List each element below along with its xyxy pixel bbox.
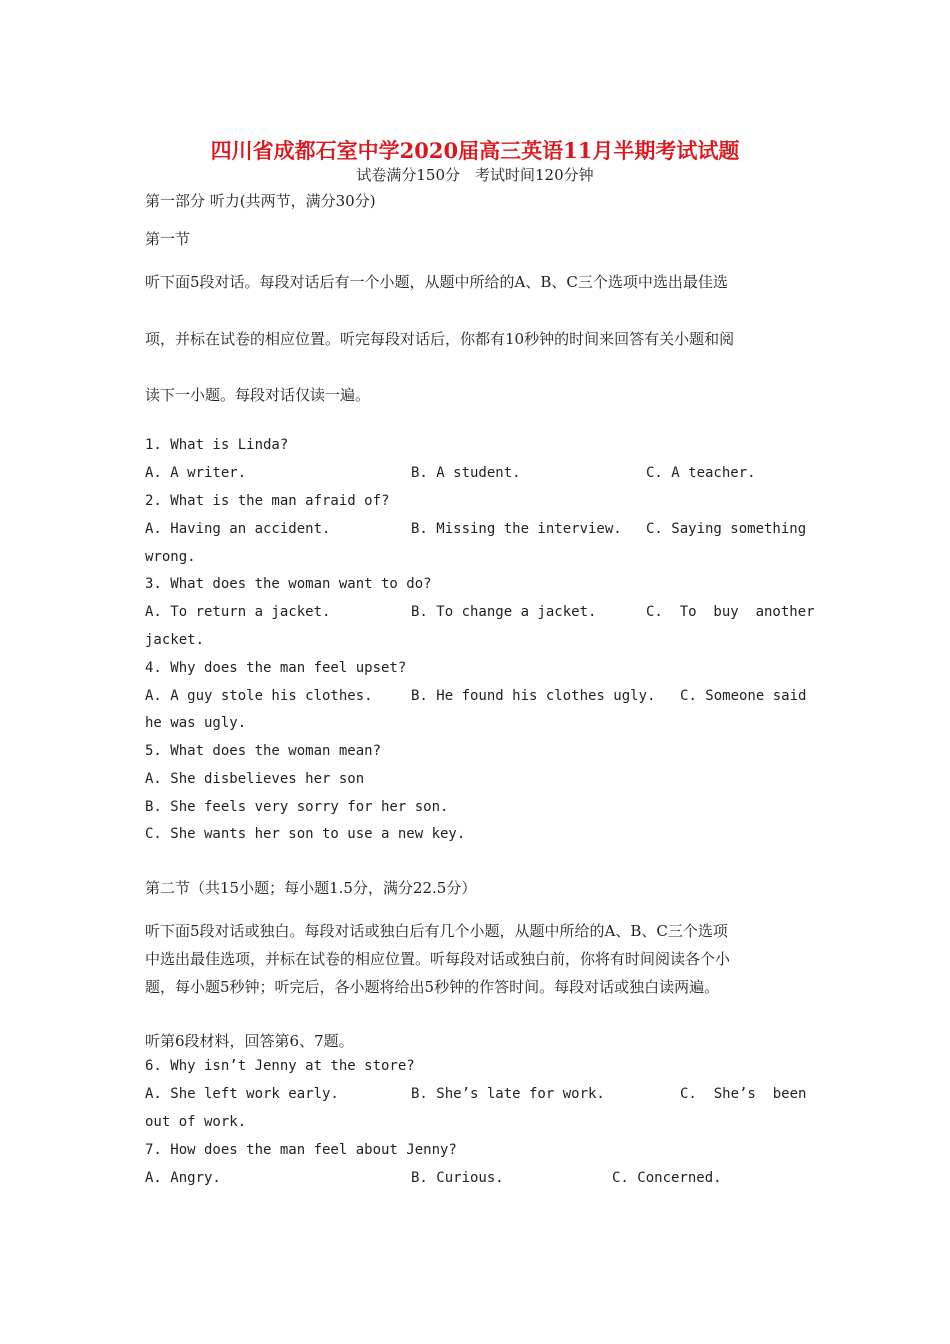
section1-instruction-line: 听下面5段对话。每段对话后有一个小题，从题中所给的A、B、C三个选项中选出最佳选 bbox=[145, 273, 728, 291]
option-b: B. Curious. bbox=[411, 1170, 504, 1186]
option-c: C. Someone said bbox=[680, 688, 807, 704]
option-a: A. Having an accident. bbox=[145, 521, 331, 537]
option-b: B. He found his clothes ugly. bbox=[411, 688, 656, 704]
option-b: B. To change a jacket. bbox=[411, 604, 597, 620]
question-stem: 5. What does the woman mean? bbox=[145, 743, 382, 759]
option-c: C. A teacher. bbox=[646, 465, 756, 481]
option-a: A. A guy stole his clothes. bbox=[145, 688, 373, 704]
option-continuation: jacket. bbox=[145, 632, 205, 648]
section2-instruction-line: 听下面5段对话或独白。每段对话或独白后有几个小题，从题中所给的A、B、C三个选项 bbox=[145, 922, 728, 940]
option-c: C. To buy another bbox=[646, 604, 815, 620]
option-c: C. She wants her son to use a new key. bbox=[145, 826, 466, 842]
option-continuation: out of work. bbox=[145, 1114, 247, 1130]
question-stem: 3. What does the woman want to do? bbox=[145, 576, 432, 592]
option-c: C. She’s been bbox=[680, 1086, 807, 1102]
option-a: A. She left work early. bbox=[145, 1086, 339, 1102]
option-a: A. To return a jacket. bbox=[145, 604, 331, 620]
option-b: B. She’s late for work. bbox=[411, 1086, 605, 1102]
part1-heading: 第一部分 听力(共两节，满分30分) bbox=[145, 192, 376, 210]
question-stem: 2. What is the man afraid of? bbox=[145, 493, 390, 509]
section2-instruction-line: 题，每小题5秒钟；听完后，各小题将给出5秒钟的作答时间。每段对话或独白读两遍。 bbox=[145, 978, 720, 996]
option-b: B. Missing the interview. bbox=[411, 521, 622, 537]
option-c: C. Concerned. bbox=[612, 1170, 722, 1186]
option-c: C. Saying something bbox=[646, 521, 807, 537]
exam-title: 四川省成都石室中学2020届高三英语11月半期考试试题 bbox=[210, 138, 740, 163]
question-stem: 7. How does the man feel about Jenny? bbox=[145, 1142, 457, 1158]
question-stem: 4. Why does the man feel upset? bbox=[145, 660, 407, 676]
exam-subtitle: 试卷满分150分 考试时间120分钟 bbox=[356, 166, 594, 184]
option-b: B. A student. bbox=[411, 465, 521, 481]
option-continuation: wrong. bbox=[145, 549, 196, 565]
option-continuation: he was ugly. bbox=[145, 715, 247, 731]
section2-heading: 第二节（共15小题；每小题1.5分，满分22.5分） bbox=[145, 879, 477, 897]
option-a: A. A writer. bbox=[145, 465, 247, 481]
section2-instruction-line: 中选出最佳选项，并标在试卷的相应位置。听每段对话或独白前，你将有时间阅读各个小 bbox=[145, 950, 731, 968]
option-b: B. She feels very sorry for her son. bbox=[145, 799, 449, 815]
material-6-heading: 听第6段材料，回答第6、7题。 bbox=[145, 1032, 354, 1050]
question-stem: 1. What is Linda? bbox=[145, 437, 289, 453]
section1-instruction-line: 项，并标在试卷的相应位置。听完每段对话后，你都有10秒钟的时间来回答有关小题和阅 bbox=[145, 330, 735, 348]
section1-instruction-line: 读下一小题。每段对话仅读一遍。 bbox=[145, 386, 371, 404]
question-stem: 6. Why isn’t Jenny at the store? bbox=[145, 1058, 415, 1074]
option-a: A. Angry. bbox=[145, 1170, 221, 1186]
section1-heading: 第一节 bbox=[145, 230, 191, 248]
option-a: A. She disbelieves her son bbox=[145, 771, 365, 787]
